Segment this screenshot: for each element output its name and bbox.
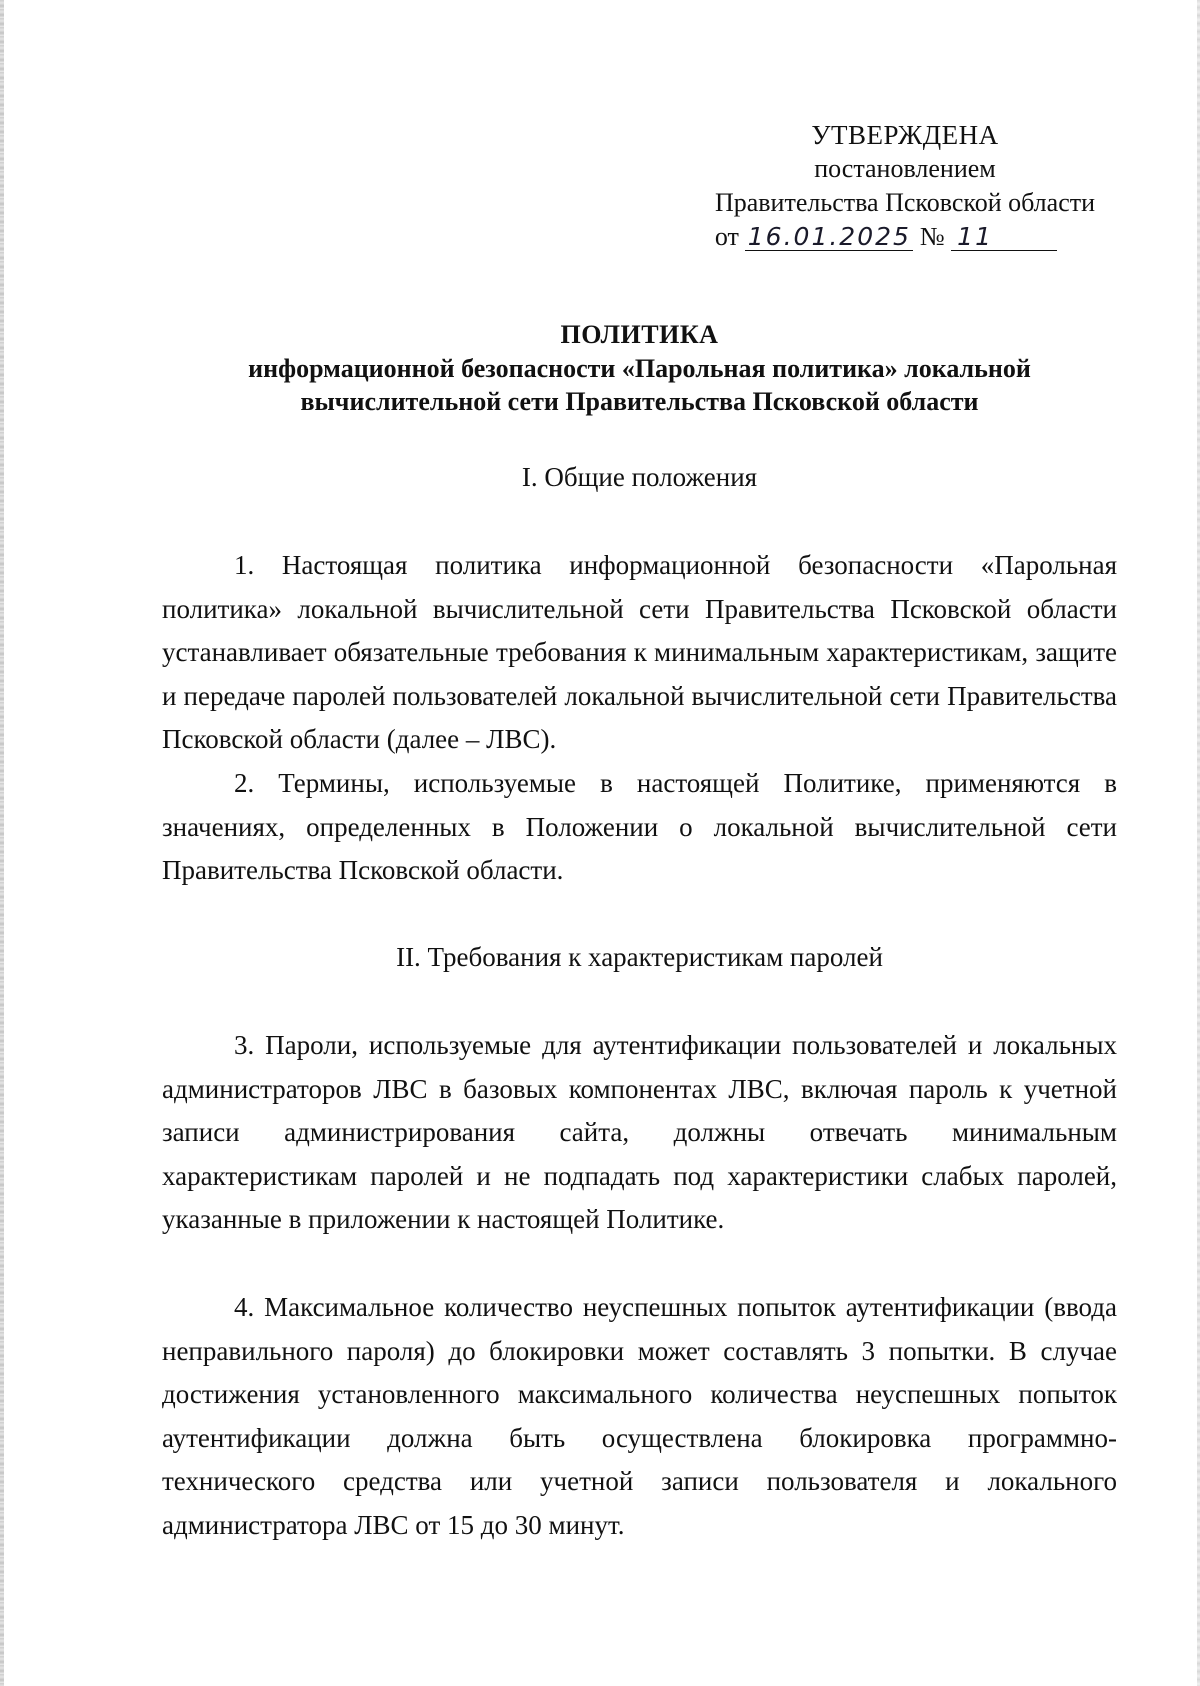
paragraph-1: 1. Настоящая политика информационной безопасности «Парольная политика» локальной вычислительной сети Правительства Псковской области устанавливает обязательные требования к минимальным характеристикам, защите и передаче паролей пользователей локальной вычислительной сети Правительства Псковской области (далее – ЛВС). [162,550,1117,754]
document-title [162,318,1117,418]
handwritten-number: 11 [951,224,1057,251]
title-line-1: информационной безопасности «Парольная политика» локальной [248,354,1031,383]
approval-date-line [652,220,1120,254]
approval-by: постановлением [814,154,996,183]
approval-authority: Правительства Псковской области [714,188,1096,217]
approval-status: УТВЕРЖДЕНА [811,120,999,150]
section-heading-password-requirements: II. Требования к характеристикам паролей [396,942,883,972]
handwritten-date: 16.01.2025 [745,224,913,251]
title-line-2: вычислительной сети Правительства Псковской области [300,387,979,416]
paragraph-3: 3. Пароли, используемые для аутентификации пользователей и локальных администраторов ЛВС в базовых компонентах ЛВС, включая пароль к учетной записи администрирования сайта, должны отвечать минимальным характеристикам паролей и не подпадать под характеристики слабых паролей, указанные в приложении к настоящей Политике. [162,1030,1117,1234]
title-main: ПОЛИТИКА [560,320,719,349]
approval-stamp-block [690,118,1120,254]
number-sign: № [919,222,945,251]
date-prefix: от [714,222,739,251]
section-heading-general: I. Общие положения [521,462,758,492]
scan-edge-left [0,0,4,1686]
paragraph-4: 4. Максимальное количество неуспешных попыток аутентификации (ввода неправильного пароля) до блокировки может составлять 3 попытки. В случае достижения установленного максимального количества неуспешных попыток аутентификации должна быть осуществлена блокировка программно-технического средства или учетной записи пользователя и локального администратора ЛВС от 15 до 30 минут. [162,1292,1117,1540]
paragraph-2: 2. Термины, используемые в настоящей Политике, применяются в значениях, определенных в Положении о локальной вычислительной сети Правительства Псковской области. [162,768,1117,885]
